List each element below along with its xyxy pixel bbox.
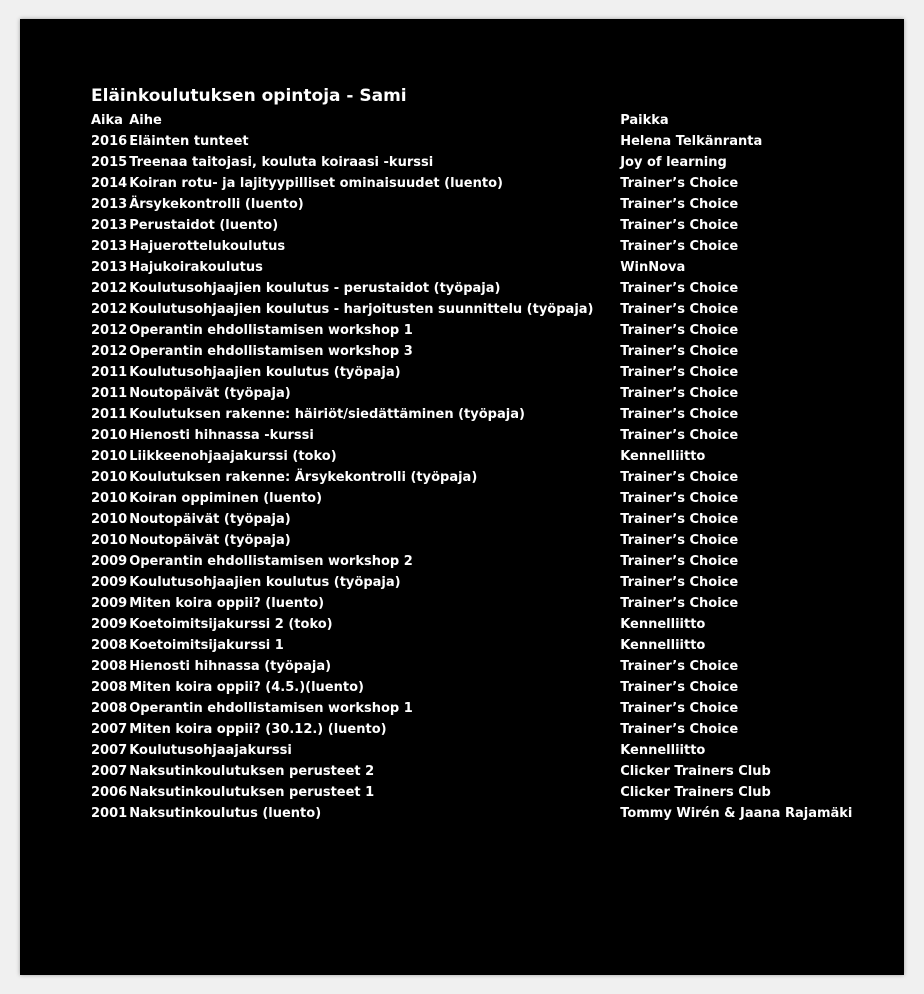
table-row <box>89 761 870 782</box>
cell-year: 2011 <box>91 407 128 422</box>
cell-place: Joy of learning <box>620 155 727 170</box>
cell-year: 2014 <box>91 176 128 191</box>
cell-place: Trainer’s Choice <box>620 407 739 422</box>
cell-topic: Hajuerottelukoulutus <box>129 239 286 254</box>
cell-year: 2010 <box>91 533 128 548</box>
table-row <box>89 740 870 761</box>
cell-year: 2013 <box>91 197 128 212</box>
cell-topic: Koiran rotu- ja lajityypilliset ominaisuudet (luento) <box>129 176 503 191</box>
cell-place: Trainer’s Choice <box>620 491 739 506</box>
cell-topic: Miten koira oppii? (4.5.)(luento) <box>129 680 364 695</box>
cell-topic: Operantin ehdollistamisen workshop 1 <box>129 701 413 716</box>
table-row <box>89 488 870 509</box>
table-row <box>89 404 870 425</box>
cell-place: Trainer’s Choice <box>620 701 739 716</box>
cell-topic: Operantin ehdollistamisen workshop 2 <box>129 554 413 569</box>
cell-topic: Miten koira oppii? (30.12.) (luento) <box>129 722 387 737</box>
table-row <box>89 152 870 173</box>
cell-place: Kennelliitto <box>620 638 706 653</box>
cell-topic: Naksutinkoulutuksen perusteet 1 <box>129 785 375 800</box>
cell-topic: Noutopäivät (työpaja) <box>129 386 291 401</box>
cell-year: 2011 <box>91 365 128 380</box>
cell-topic: Koulutusohjaajakurssi <box>129 743 292 758</box>
table-row <box>89 803 870 824</box>
table-row <box>89 215 870 236</box>
cell-topic: Koulutusohjaajien koulutus (työpaja) <box>129 575 401 590</box>
cell-place: Trainer’s Choice <box>620 365 739 380</box>
cell-topic: Liikkeenohjaajakurssi (toko) <box>129 449 337 464</box>
studies-table <box>89 110 870 824</box>
cell-topic: Eläinten tunteet <box>129 134 249 149</box>
table-row <box>89 299 870 320</box>
table-row <box>89 614 870 635</box>
cell-place: Helena Telkänranta <box>620 134 763 149</box>
cell-place: Trainer’s Choice <box>620 554 739 569</box>
cell-topic: Operantin ehdollistamisen workshop 3 <box>129 344 413 359</box>
cell-topic: Ärsykekontrolli (luento) <box>129 197 304 212</box>
cell-year: 2007 <box>91 764 128 779</box>
cell-year: 2010 <box>91 449 128 464</box>
cell-topic: Koulutusohjaajien koulutus (työpaja) <box>129 365 401 380</box>
table-row <box>89 698 870 719</box>
cell-year: 2012 <box>91 302 128 317</box>
cell-year: 2010 <box>91 512 128 527</box>
header-year: Aika <box>91 113 123 128</box>
table-row <box>89 593 870 614</box>
cell-year: 2006 <box>91 785 128 800</box>
cell-place: Kennelliitto <box>620 743 706 758</box>
header-place: Paikka <box>620 113 669 128</box>
cell-year: 2007 <box>91 722 128 737</box>
cell-topic: Naksutinkoulutuksen perusteet 2 <box>129 764 375 779</box>
cell-year: 2013 <box>91 239 128 254</box>
cell-place: Trainer’s Choice <box>620 239 739 254</box>
cell-topic: Perustaidot (luento) <box>129 218 279 233</box>
cell-place: Trainer’s Choice <box>620 176 739 191</box>
cell-place: Trainer’s Choice <box>620 197 739 212</box>
cell-year: 2013 <box>91 260 128 275</box>
cell-topic: Koulutuksen rakenne: Ärsykekontrolli (työpaja) <box>129 470 478 485</box>
cell-year: 2012 <box>91 281 128 296</box>
cell-place: Trainer’s Choice <box>620 722 739 737</box>
table-row <box>89 656 870 677</box>
cell-place: Trainer’s Choice <box>620 596 739 611</box>
cell-year: 2008 <box>91 680 128 695</box>
cell-year: 2010 <box>91 428 128 443</box>
cell-topic: Treenaa taitojasi, kouluta koiraasi -kurssi <box>129 155 434 170</box>
table-row <box>89 362 870 383</box>
cell-place: Trainer’s Choice <box>620 680 739 695</box>
cell-place: Trainer’s Choice <box>620 470 739 485</box>
cell-topic: Koetoimitsijakurssi 2 (toko) <box>129 617 333 632</box>
table-row <box>89 320 870 341</box>
table-row <box>89 446 870 467</box>
cell-year: 2007 <box>91 743 128 758</box>
cell-topic: Hienosti hihnassa -kurssi <box>129 428 314 443</box>
cell-place: Tommy Wirén & Jaana Rajamäki <box>620 806 853 821</box>
cell-topic: Koiran oppiminen (luento) <box>129 491 323 506</box>
cell-place: Clicker Trainers Club <box>620 764 771 779</box>
cell-year: 2010 <box>91 470 128 485</box>
cell-year: 2010 <box>91 491 128 506</box>
cell-place: Trainer’s Choice <box>620 218 739 233</box>
table-row <box>89 173 870 194</box>
cell-topic: Koulutusohjaajien koulutus - perustaidot (työpaja) <box>129 281 501 296</box>
table-row <box>89 677 870 698</box>
cell-place: Clicker Trainers Club <box>620 785 771 800</box>
table-row <box>89 530 870 551</box>
cell-year: 2008 <box>91 659 128 674</box>
cell-year: 2012 <box>91 344 128 359</box>
cell-year: 2015 <box>91 155 128 170</box>
cell-place: Trainer’s Choice <box>620 533 739 548</box>
cell-place: Trainer’s Choice <box>620 575 739 590</box>
cell-year: 2009 <box>91 554 128 569</box>
cell-year: 2001 <box>91 806 128 821</box>
document-panel <box>20 19 904 975</box>
cell-year: 2009 <box>91 617 128 632</box>
cell-topic: Miten koira oppii? (luento) <box>129 596 325 611</box>
table-header-row <box>89 110 870 131</box>
cell-place: Kennelliitto <box>620 617 706 632</box>
cell-topic: Koulutusohjaajien koulutus - harjoitusten suunnittelu (työpaja) <box>129 302 594 317</box>
cell-topic: Noutopäivät (työpaja) <box>129 512 291 527</box>
cell-year: 2009 <box>91 575 128 590</box>
cell-place: Trainer’s Choice <box>620 323 739 338</box>
table-row <box>89 467 870 488</box>
cell-year: 2009 <box>91 596 128 611</box>
cell-year: 2008 <box>91 638 128 653</box>
table-row <box>89 341 870 362</box>
cell-place: Trainer’s Choice <box>620 302 739 317</box>
table-row <box>89 236 870 257</box>
cell-topic: Naksutinkoulutus (luento) <box>129 806 322 821</box>
table-row <box>89 257 870 278</box>
cell-year: 2011 <box>91 386 128 401</box>
table-row <box>89 572 870 593</box>
table-row <box>89 551 870 572</box>
cell-place: Trainer’s Choice <box>620 281 739 296</box>
cell-place: Kennelliitto <box>620 449 706 464</box>
table-row <box>89 719 870 740</box>
cell-year: 2013 <box>91 218 128 233</box>
table-row <box>89 782 870 803</box>
cell-place: Trainer’s Choice <box>620 386 739 401</box>
cell-year: 2016 <box>91 134 128 149</box>
cell-topic: Operantin ehdollistamisen workshop 1 <box>129 323 413 338</box>
cell-topic: Hienosti hihnassa (työpaja) <box>129 659 332 674</box>
table-row <box>89 635 870 656</box>
table-row <box>89 131 870 152</box>
document-title: Eläinkoulutuksen opintoja - Sami <box>91 86 407 106</box>
cell-place: Trainer’s Choice <box>620 344 739 359</box>
table-row <box>89 383 870 404</box>
cell-topic: Hajukoirakoulutus <box>129 260 263 275</box>
table-body <box>89 131 870 824</box>
header-topic: Aihe <box>129 113 162 128</box>
cell-topic: Koulutuksen rakenne: häiriöt/siedättäminen (työpaja) <box>129 407 525 422</box>
cell-topic: Noutopäivät (työpaja) <box>129 533 291 548</box>
table-row <box>89 278 870 299</box>
cell-year: 2008 <box>91 701 128 716</box>
cell-year: 2012 <box>91 323 128 338</box>
cell-topic: Koetoimitsijakurssi 1 <box>129 638 284 653</box>
table-row <box>89 509 870 530</box>
table-row <box>89 194 870 215</box>
cell-place: WinNova <box>620 260 686 275</box>
table-row <box>89 425 870 446</box>
cell-place: Trainer’s Choice <box>620 512 739 527</box>
cell-place: Trainer’s Choice <box>620 428 739 443</box>
cell-place: Trainer’s Choice <box>620 659 739 674</box>
